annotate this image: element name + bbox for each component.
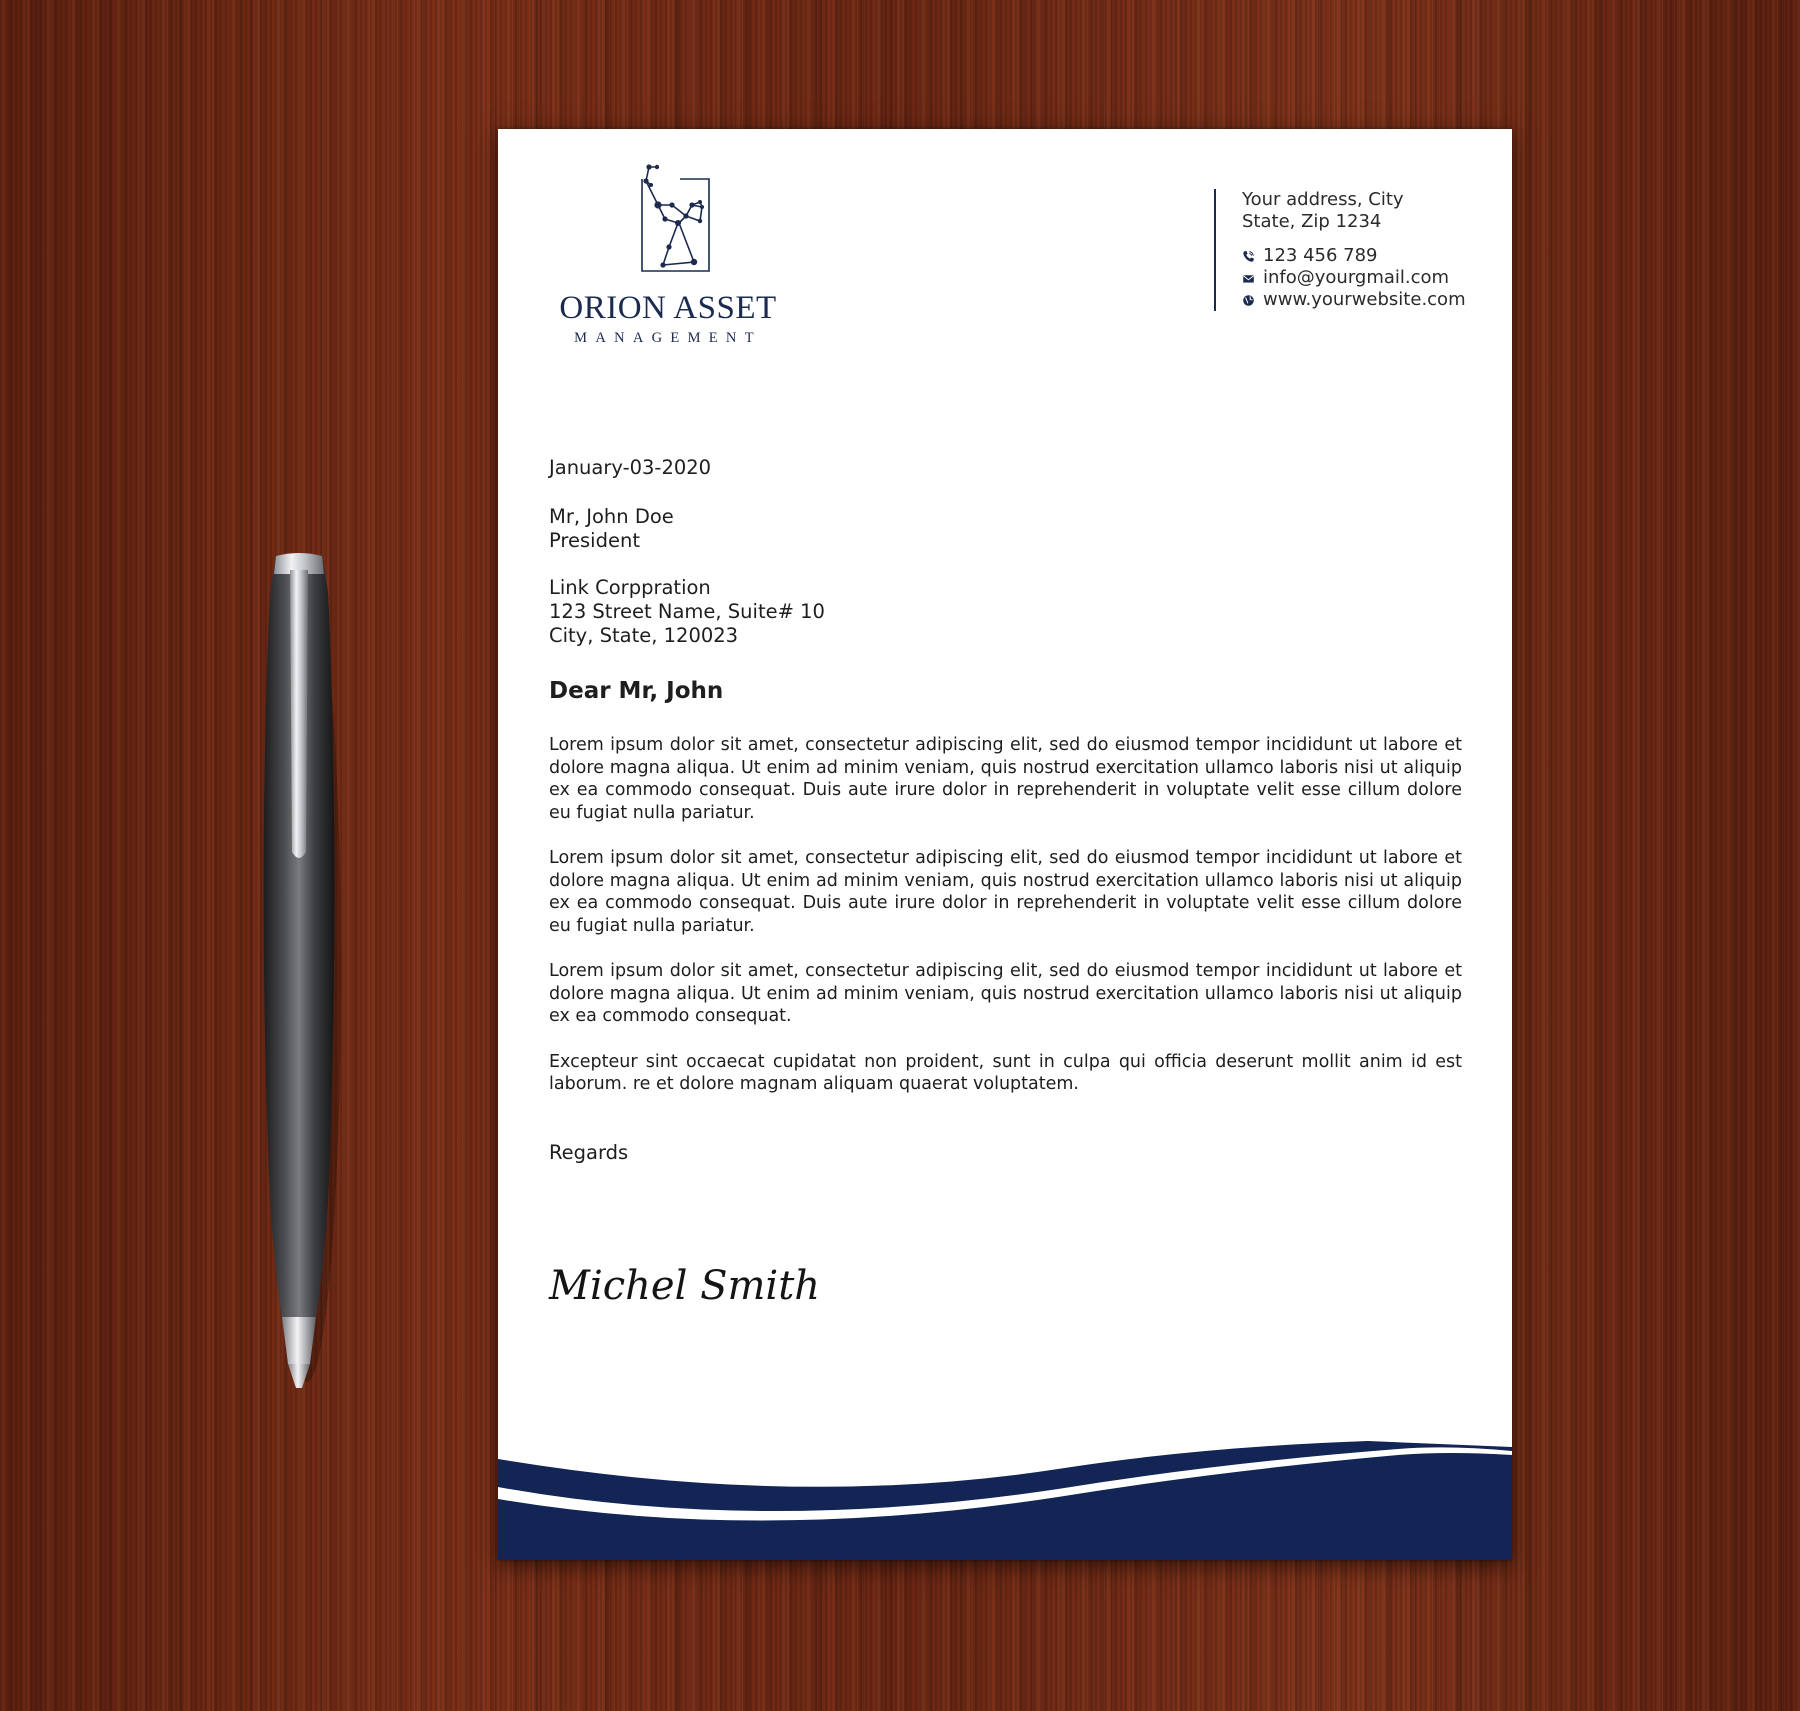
orion-constellation-icon [620, 159, 720, 279]
body-paragraph: Lorem ipsum dolor sit amet, consectetur adipiscing elit, sed do eiusmod tempor incididunt ut labore et dolore magna aliqua. Ut enim ad minim veniam, quis nostrud exercitation ullamco laboris nisi ut aliquip ex ea commodo consequat. [549, 961, 1462, 1026]
recipient-company-street: 123 Street Name, Suite# 10 [549, 600, 825, 623]
letter-date: January-03-2020 [549, 456, 712, 479]
company-logo [548, 159, 798, 346]
body-paragraph: Excepteur sint occaecat cupidatat non proident, sunt in culpa qui officia deserunt mollit anim id est laborum. re et dolore magnam aliquam quaerat voluptatem. [549, 1051, 1462, 1094]
address-line-1: Your address, City [1242, 189, 1404, 210]
company-name: ORION ASSET [559, 290, 777, 326]
recipient-company-city: City, State, 120023 [549, 624, 739, 647]
contact-website [1242, 289, 1466, 311]
recipient-name: Mr, John Doe [549, 505, 674, 528]
recipient-title: President [549, 529, 640, 552]
email-address[interactable]: info@yourgmail.com [1263, 267, 1450, 288]
body-paragraph: Lorem ipsum dolor sit amet, consectetur adipiscing elit, sed do eiusmod tempor incididunt ut labore et dolore magna aliqua. Ut enim ad minim veniam, quis nostrud exercitation ullamco laboris nisi ut aliquip ex ea commodo consequat. Duis aute irure dolor in reprehenderit in voluptate velit esse cillum dolore eu fugiat nulla pariatur. [549, 735, 1462, 823]
contact-block [1214, 189, 1484, 311]
phone-icon [1242, 250, 1255, 263]
contact-phone [1242, 245, 1466, 267]
letter-body [549, 734, 1462, 1119]
signature-text: Michel Smith [549, 1263, 821, 1309]
pen-icon [262, 552, 336, 1392]
contact-details [1242, 189, 1466, 311]
website-url[interactable]: www.yourwebsite.com [1263, 289, 1466, 310]
mail-icon [1242, 272, 1255, 285]
address-line-2: State, Zip 1234 [1242, 211, 1382, 232]
body-paragraph: Lorem ipsum dolor sit amet, consectetur adipiscing elit, sed do eiusmod tempor incididunt ut labore et dolore magna aliqua. Ut enim ad minim veniam, quis nostrud exercitation ullamco laboris nisi ut aliquip ex ea commodo consequat. Duis aute irure dolor in reprehenderit in voluptate velit esse cillum dolore eu fugiat nulla pariatur. [549, 848, 1462, 936]
letter-greeting: Dear Mr, John [549, 678, 724, 704]
contact-email [1242, 267, 1466, 289]
recipient-company-name: Link Corppration [549, 576, 711, 599]
phone-number[interactable]: 123 456 789 [1263, 245, 1378, 266]
signature [545, 1251, 821, 1321]
contact-divider [1214, 189, 1216, 311]
letterhead-paper [498, 129, 1512, 1560]
letter-closing: Regards [549, 1141, 629, 1164]
recipient-company-block [549, 576, 825, 648]
recipient-block [549, 505, 674, 553]
company-subtitle: MANAGEMENT [574, 330, 762, 346]
globe-icon [1242, 294, 1255, 307]
footer-wave [498, 1439, 1512, 1560]
